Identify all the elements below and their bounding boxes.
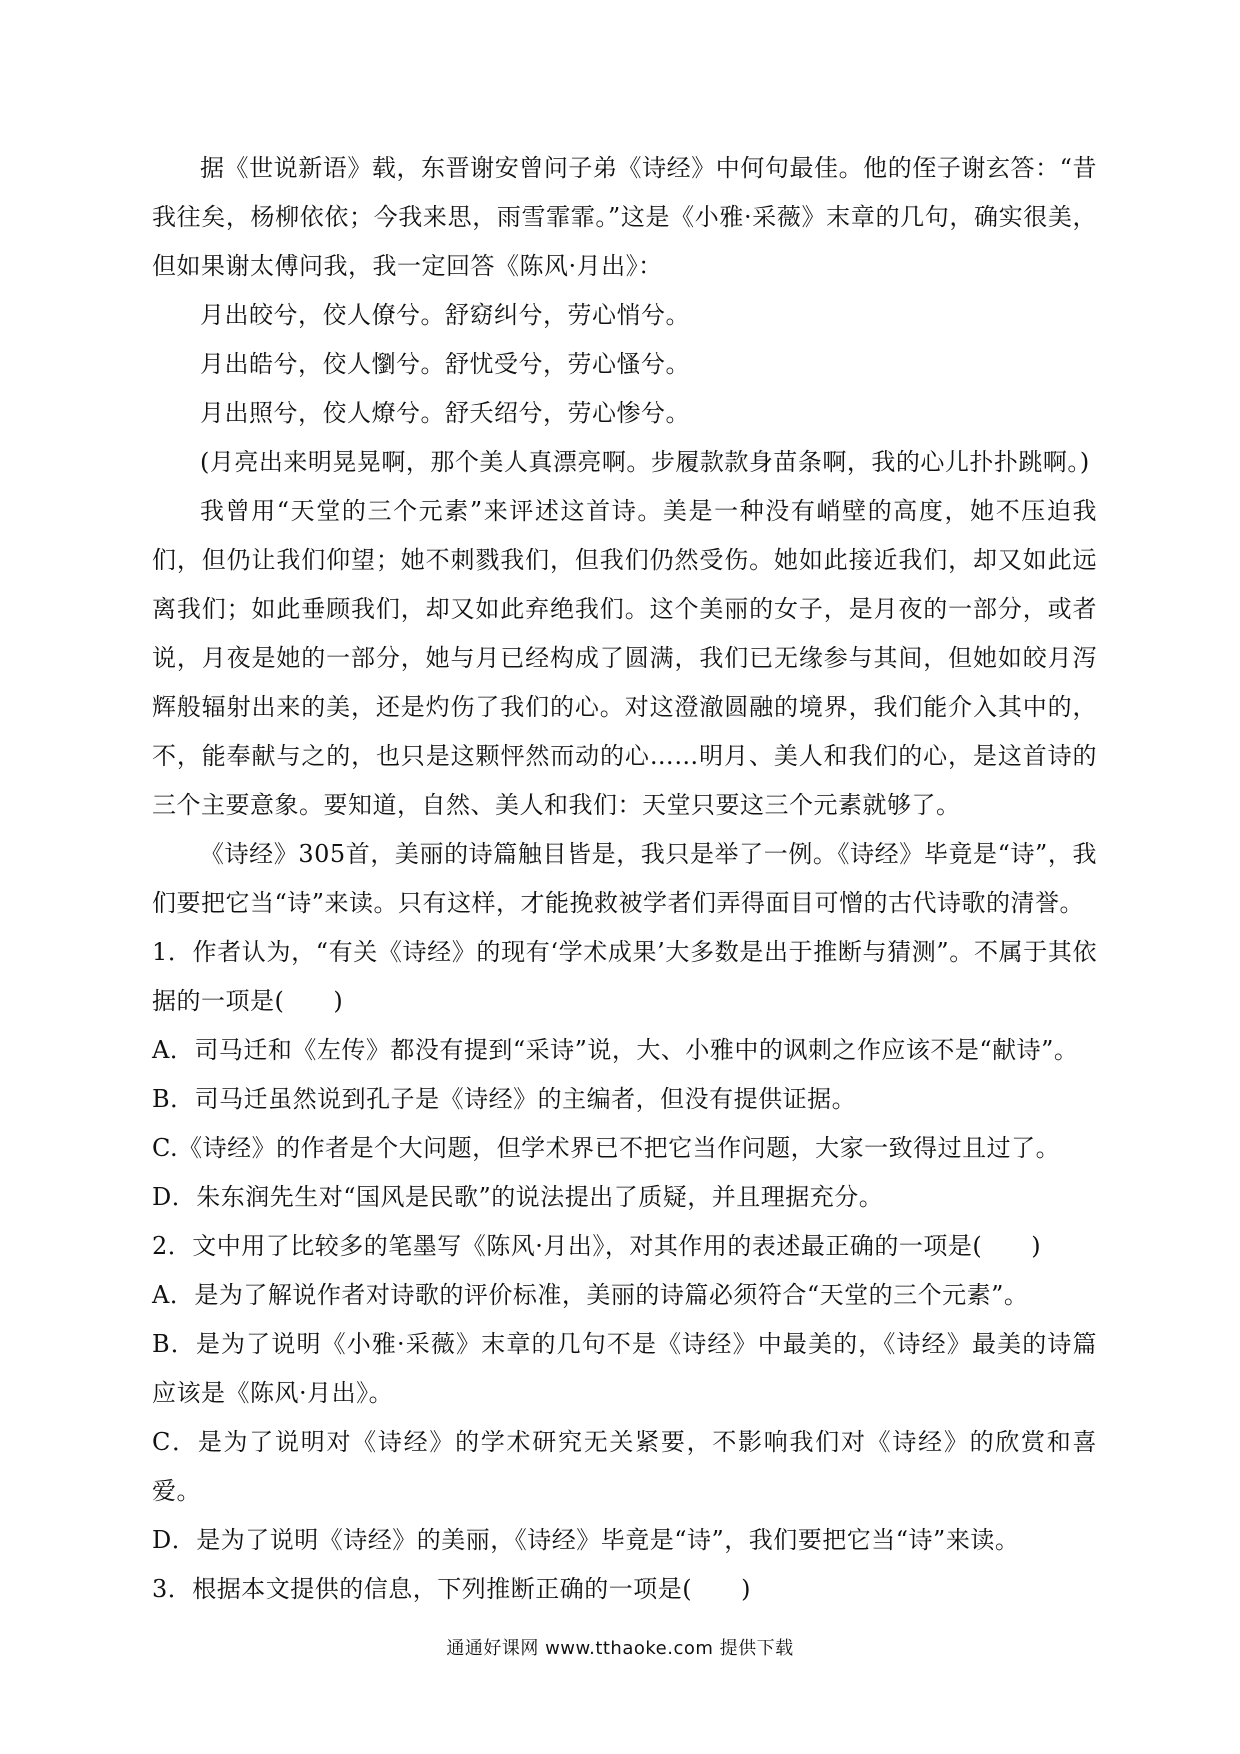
- answer-option: A．是为了解说作者对诗歌的评价标准，美丽的诗篇必须符合“天堂的三个元素”。: [152, 1281, 1029, 1309]
- page-footer: 通通好课网 www.tthaoke.com 提供下载: [446, 1638, 794, 1659]
- question-stem: 3．根据本文提供的信息，下列推断正确的一项是( ): [152, 1575, 751, 1603]
- verse-translation: (月亮出来明晃晃啊，那个美人真漂亮啊。步履款款身苗条啊，我的心儿扑扑跳啊。): [200, 448, 1090, 476]
- paragraph-analysis: 我曾用“天堂的三个元素”来评述这首诗。美是一种没有峭壁的高度，她不压迫我们，但仍让我们仰望；她不刺戮我们，但我们仍然受伤。她如此接近我们，却又如此远离我们；如此垂顾我们，却又如此弃绝我们。这个美丽的女子，是月夜的一部分，或者说，月夜是她的一部分，她与月已经构成了圆满，我们已无缘参与其间，但她如皎月泻辉般辐射出来的美，还是灼伤了我们的心。对这澄澈圆融的境界，我们能介入其中的，不，能奉献与之的，也只是这颗怦然而动的心……明月、美人和我们的心，是这首诗的三个主要意象。要知道，自然、美人和我们：天堂只要这三个元素就够了。: [152, 497, 1097, 819]
- answer-option: A．司马迁和《左传》都没有提到“采诗”说，大、小雅中的讽刺之作应该不是“献诗”。: [152, 1036, 1079, 1064]
- question-stem: 1．作者认为，“有关《诗经》的现有‘学术成果’大多数是出于推断与猜测”。不属于其依据的一项是( ): [152, 938, 1097, 1015]
- question-2: [152, 1222, 1097, 1565]
- answer-option: B．司马迁虽然说到孔子是《诗经》的主编者，但没有提供证据。: [152, 1085, 857, 1113]
- paragraph-intro: 据《世说新语》载，东晋谢安曾问子弟《诗经》中何句最佳。他的侄子谢玄答：“昔我往矣，杨柳依依；今我来思，雨雪霏霏。”这是《小雅·采薇》末章的几句，确实很美，但如果谢太傅问我，我一定回答《陈风·月出》：: [152, 154, 1097, 280]
- verse-line: 月出照兮，佼人燎兮。舒夭绍兮，劳心惨兮。: [200, 399, 690, 427]
- answer-option: D．朱东润先生对“国风是民歌”的说法提出了质疑，并且理据充分。: [152, 1183, 884, 1211]
- question-3: [152, 1565, 1097, 1614]
- document-body: [152, 144, 1097, 1614]
- verse-line: 月出皎兮，佼人僚兮。舒窈纠兮，劳心悄兮。: [200, 301, 690, 329]
- answer-option: C.《诗经》的作者是个大问题，但学术界已不把它当作问题，大家一致得过且过了。: [152, 1134, 1061, 1162]
- verse-line: 月出皓兮，佼人懰兮。舒忧受兮，劳心慅兮。: [200, 350, 690, 378]
- answer-option: C．是为了说明对《诗经》的学术研究无关紧要，不影响我们对《诗经》的欣赏和喜爱。: [152, 1428, 1097, 1505]
- answer-option: D．是为了说明《诗经》的美丽，《诗经》毕竟是“诗”，我们要把它当“诗”来读。: [152, 1526, 1020, 1554]
- answer-option: B．是为了说明《小雅·采薇》末章的几句不是《诗经》中最美的，《诗经》最美的诗篇应该是《陈风·月出》。: [152, 1330, 1097, 1407]
- question-1: [152, 928, 1097, 1222]
- question-stem: 2．文中用了比较多的笔墨写《陈风·月出》，对其作用的表述最正确的一项是( ): [152, 1232, 1042, 1260]
- paragraph-conclusion: 《诗经》305首，美丽的诗篇触目皆是，我只是举了一例。《诗经》毕竟是“诗”，我们要把它当“诗”来读。只有这样，才能挽救被学者们弄得面目可憎的古代诗歌的清誉。: [152, 840, 1097, 917]
